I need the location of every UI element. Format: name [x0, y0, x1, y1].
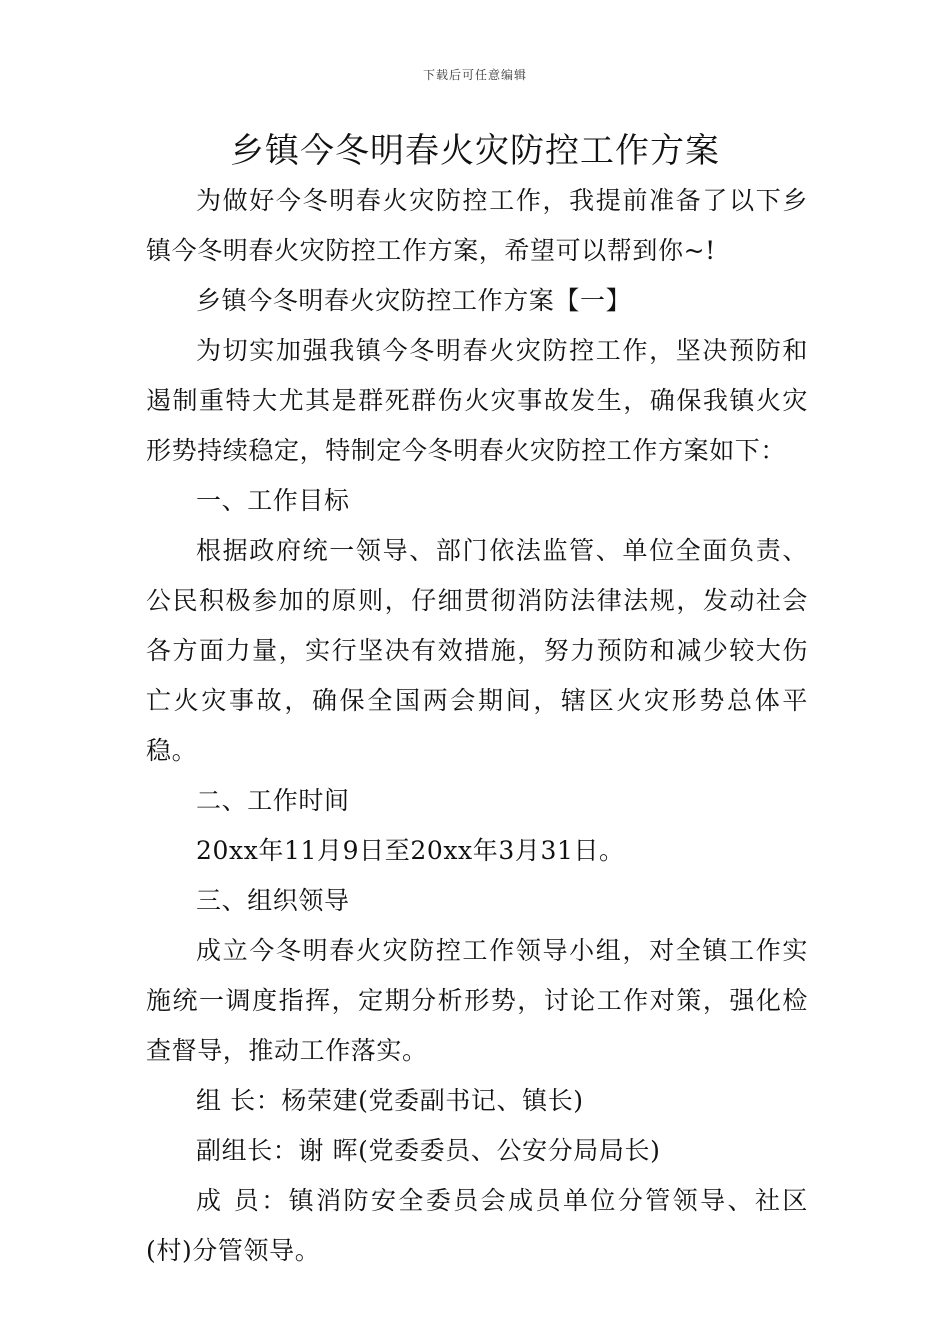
heading-work-time: 二、工作时间	[196, 786, 350, 815]
organization-paragraph: 成立今冬明春火灾防控工作领导小组，对全镇工作实施统一调度指挥，定期分析形势，讨论工作对策，强化检查督导，推动工作落实。	[146, 936, 808, 1065]
work-time-paragraph: 20xx年11月9日至20xx年3月31日。	[196, 836, 625, 865]
team-leader-line: 组 长：杨荣建(党委副书记、镇长)	[196, 1086, 584, 1115]
document-title: 乡镇今冬明春火灾防控工作方案	[230, 131, 720, 171]
intro-paragraph: 为做好今冬明春火灾防控工作，我提前准备了以下乡镇今冬明春火灾防控工作方案，希望可以帮到你~!	[146, 186, 808, 265]
document-body	[146, 176, 808, 1276]
deputy-leader-line: 副组长：谢 晖(党委委员、公安分局局长)	[196, 1136, 661, 1165]
work-goal-paragraph: 根据政府统一领导、部门依法监管、单位全面负责、公民积极参加的原则，仔细贯彻消防法律法规，发动社会各方面力量，实行坚决有效措施，努力预防和减少较大伤亡火灾事故，确保全国两会期间，辖区火灾形势总体平稳。	[146, 536, 808, 765]
purpose-paragraph: 为切实加强我镇今冬明春火灾防控工作，坚决预防和遏制重特大尤其是群死群伤火灾事故发生，确保我镇火灾形势持续稳定，特制定今冬明春火灾防控工作方案如下：	[146, 336, 808, 465]
header-note: 下载后可任意编辑	[422, 68, 527, 82]
members-line: 成 员：镇消防安全委员会成员单位分管领导、社区(村)分管领导。	[146, 1186, 808, 1265]
heading-organization: 三、组织领导	[196, 886, 350, 915]
section-heading-plan-one: 乡镇今冬明春火灾防控工作方案【一】	[196, 286, 632, 315]
heading-work-goal: 一、工作目标	[196, 486, 350, 515]
